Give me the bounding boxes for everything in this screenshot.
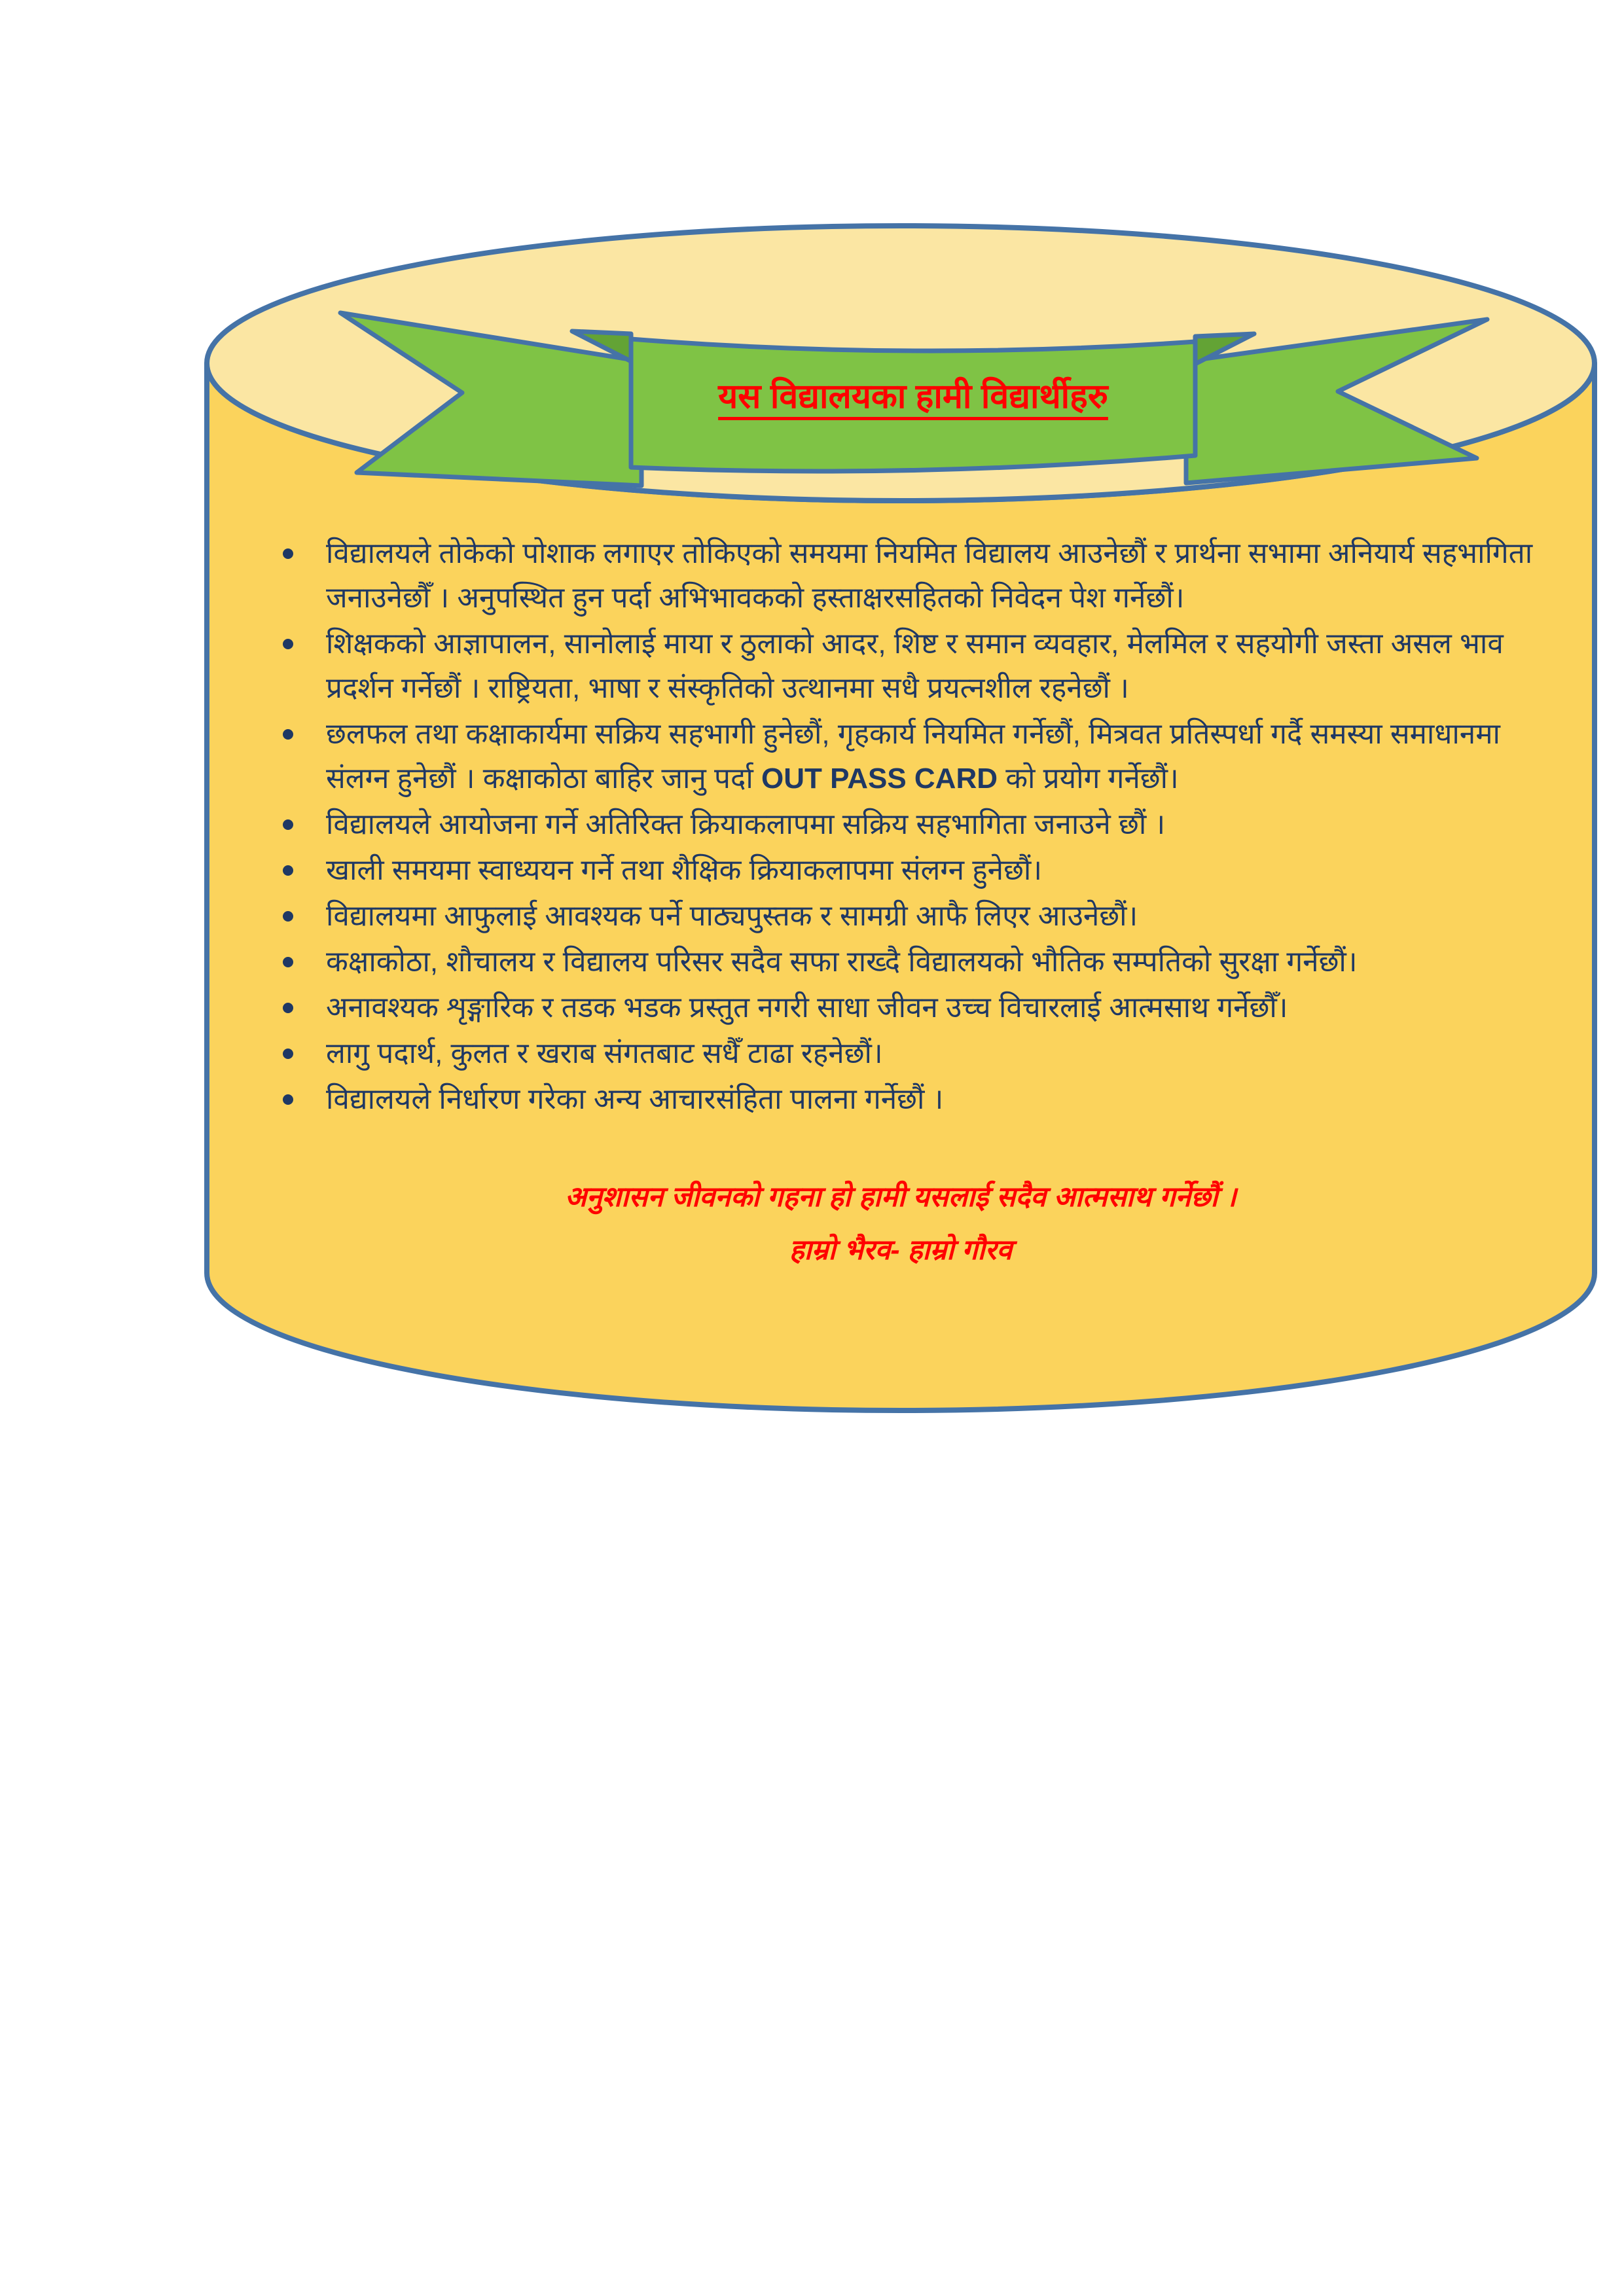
rule-item-text: को प्रयोग गर्नेछौं।	[998, 762, 1179, 795]
motto-line-1: अनुशासन जीवनको गहना हो हामी यसलाई सदैव आत्मसाथ गर्नेछौं ।	[565, 1181, 1236, 1213]
rule-item	[264, 802, 1551, 847]
rule-item	[264, 1077, 1551, 1122]
banner-title	[631, 340, 1195, 461]
banner-title-text: यस विद्यालयका हामी विद्यार्थीहरु	[718, 378, 1108, 416]
rule-item-text: शिक्षकको आज्ञापालन, सानोलाई माया र ठुलाको आदर, शिष्ट र समान व्यवहार, मेलमिल र सहयोगी जस्ता असल भाव प्रदर्शन गर्नेछौं । राष्ट्रियता, भाषा र संस्कृतिको उत्थानमा सधै प्रयत्नशील रहनेछौं ।	[326, 628, 1504, 704]
rule-item-text: विद्यालयमा आफुलाई आवश्यक पर्ने पाठ्यपुस्तक र सामग्री आफै लिएर आउनेछौं।	[326, 900, 1138, 932]
rule-item	[264, 940, 1551, 984]
rule-item	[264, 712, 1551, 801]
rules-section	[264, 531, 1551, 1123]
rule-item	[264, 986, 1551, 1030]
out-pass-card-bold: OUT PASS CARD	[761, 762, 998, 795]
rule-item-text: खाली समयमा स्वाध्ययन गर्ने तथा शैक्षिक क्रियाकलापमा संलग्न हुनेछौं।	[326, 854, 1042, 886]
rule-item	[264, 622, 1551, 711]
rule-item-text: लागु पदार्थ, कुलत र खराब संगतबाट सधैँ टाढा रहनेछौं।	[326, 1037, 883, 1069]
rule-item	[264, 894, 1551, 939]
motto-footer	[207, 1183, 1595, 1265]
rule-item-text: कक्षाकोठा, शौचालय र विद्यालय परिसर सदैव सफा राख्दै विद्यालयको भौतिक सम्पतिको सुरक्षा गर्नेछौं।	[326, 946, 1358, 978]
rule-item	[264, 1031, 1551, 1076]
rule-item-text: अनावश्यक शृङ्गारिक र तडक भडक प्रस्तुत नगरी साधा जीवन उच्च विचारलाई आत्मसाथ गर्नेछौँ।	[326, 992, 1288, 1024]
motto-line-2: हाम्रो भैरव- हाम्रो गौरव	[789, 1234, 1013, 1266]
rule-item	[264, 531, 1551, 620]
rule-item	[264, 848, 1551, 893]
rule-item-text: विद्यालयले निर्धारण गरेका अन्य आचारसंहिता पालना गर्नेछौं ।	[326, 1083, 944, 1115]
rule-item-text: छलफल तथा कक्षाकार्यमा सक्रिय सहभागी हुनेछौं, गृहकार्य नियमित गर्नेछौं, मित्रवत प्रतिस्पर्धा गर्दै समस्या समाधानमा संलग्न हुनेछौं । कक्षाकोठा बाहिर जानु पर्दा	[326, 718, 1500, 795]
rules-list	[264, 531, 1551, 1122]
rule-item-text: विद्यालयले तोकेको पोशाक लगाएर तोकिएको समयमा नियमित विद्यालय आउनेछौं र प्रार्थना सभामा अनियार्य सहभागिता जनाउनेछौँ । अनुपस्थित हुन पर्दा अभिभावकको हस्ताक्षरसहितको निवेदन पेश गर्नेछौं।	[326, 537, 1533, 614]
rule-item-text: विद्यालयले आयोजना गर्ने अतिरिक्त क्रियाकलापमा सक्रिय सहभागिता जनाउने छौं ।	[326, 808, 1166, 840]
